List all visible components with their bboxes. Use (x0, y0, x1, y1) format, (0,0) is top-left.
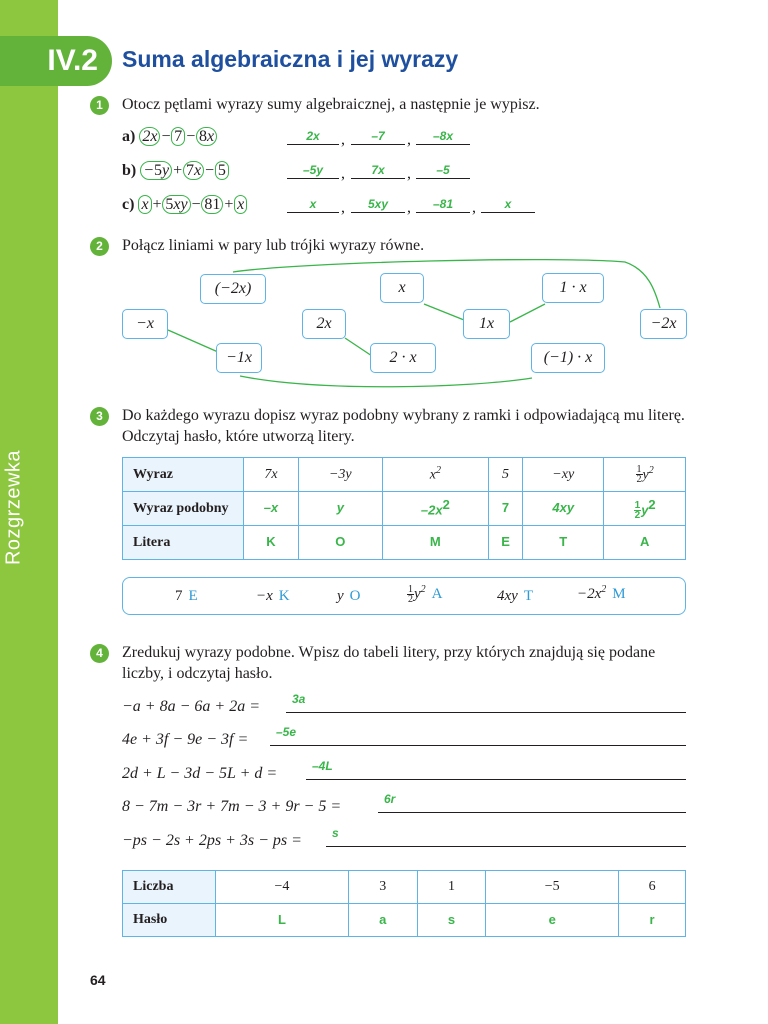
number-cell: 1 (417, 871, 486, 904)
comma: , (341, 165, 345, 182)
term-cell: $x^2$ (382, 458, 488, 492)
answer: 2x (306, 129, 320, 143)
letter-cell[interactable] (604, 526, 686, 560)
ex1-loop: −5y (140, 161, 172, 180)
exercise-3-number: 3 (90, 407, 109, 426)
exercise-1-instruction: Otocz pętlami wyrazy sumy algebraicznej, a następnie je wypisz. (122, 96, 540, 113)
answer: 4xy (552, 500, 575, 515)
term-text: x (429, 467, 436, 483)
ex1-loop: x (138, 195, 151, 214)
similar-cell[interactable]: $-2x^2$ (382, 492, 488, 526)
answer: a (379, 911, 387, 927)
ex3-table (122, 457, 686, 560)
table-row (123, 871, 686, 904)
term-cell: 5 (488, 458, 522, 492)
password-cell[interactable] (619, 904, 686, 937)
bank-item (175, 588, 198, 605)
password-cell[interactable] (348, 904, 417, 937)
bank-letter: T (523, 588, 533, 604)
answer: x (309, 197, 317, 211)
answer: –5e (276, 725, 297, 739)
answer: s (332, 826, 339, 840)
ex2-box[interactable]: (−1) · x (531, 343, 605, 373)
bank-letter: O (349, 588, 361, 604)
password-cell[interactable] (486, 904, 619, 937)
ex2-box[interactable]: 2x (302, 309, 346, 339)
table-row (123, 458, 686, 492)
ex1-loop: x (234, 195, 247, 214)
ex4-equation: 4e + 3f − 9e − 3f = (122, 731, 249, 748)
answer: M (429, 534, 441, 549)
row-label: Litera (123, 526, 244, 560)
term-cell: 7x (244, 458, 299, 492)
exercise-4-number: 4 (90, 644, 109, 663)
page-title: Suma algebraiczna i jej wyrazy (122, 46, 459, 72)
ex1-label-c: c) (122, 196, 135, 213)
connection-line (345, 338, 372, 356)
bank-term: 4xy (497, 588, 518, 604)
bank-item (497, 588, 533, 605)
ex4-equation: 8 − 7m − 3r + 7m − 3 + 9r − 5 = (122, 798, 342, 815)
comma: , (472, 199, 476, 216)
ex4-table (122, 870, 686, 937)
bank-term: −x (256, 588, 273, 604)
ex2-box[interactable]: 1x (463, 309, 510, 339)
comma: , (407, 199, 411, 216)
letter-cell[interactable] (298, 526, 382, 560)
exercise-2-instruction: Połącz liniami w pary lub trójki wyrazy równe. (122, 237, 425, 254)
answer: 3a (292, 692, 306, 706)
exercise-2-number: 2 (90, 237, 109, 256)
ex4-answer-line[interactable] (286, 692, 686, 713)
bank-letter: M (612, 586, 626, 602)
ex4-answer-line[interactable] (326, 826, 686, 847)
bank-item: $\frac{1}{2}$ $y^2$ A (408, 584, 443, 606)
table-row (123, 526, 686, 560)
ex2-connection-lines (0, 0, 768, 400)
bank-term: −2x (577, 586, 602, 602)
bank-letter: E (188, 588, 198, 604)
bank-item: $-2x^2$ M (577, 584, 626, 602)
row-label: Hasło (123, 904, 216, 937)
answer: K (266, 534, 276, 549)
connection-line (424, 304, 464, 320)
ex4-answer-line[interactable] (378, 792, 686, 813)
row-label: Wyraz podobny (123, 492, 244, 526)
ex2-box[interactable]: −2x (640, 309, 687, 339)
exercise-4-instruction: Zredukuj wyrazy podobne. Wpisz do tabeli litery, przy których znajdują się podane liczby, i odczytaj hasło. (122, 644, 656, 682)
letter-cell[interactable] (382, 526, 488, 560)
answer: y (641, 502, 649, 518)
ex2-box[interactable]: 2 · x (370, 343, 436, 373)
answer: e (548, 911, 556, 927)
page-number: 64 (90, 972, 106, 988)
connection-line (510, 304, 545, 322)
number-cell: −4 (216, 871, 349, 904)
bank-item (337, 588, 361, 605)
answer: 6r (384, 792, 396, 806)
answer: 7 (501, 500, 510, 515)
comma: , (341, 199, 345, 216)
answer: –81 (432, 197, 454, 211)
ex2-box[interactable]: −1x (216, 343, 262, 373)
letter-cell[interactable] (488, 526, 522, 560)
fraction-half: $\frac{1}{2}$ (408, 584, 413, 606)
ex1-loop: 5xy (162, 195, 190, 214)
ex1-loop: 7 (171, 127, 185, 146)
section-badge: IV.2 (0, 36, 112, 86)
number-cell: 6 (619, 871, 686, 904)
answer: x (504, 197, 512, 211)
similar-cell[interactable] (488, 492, 522, 526)
number-cell: 3 (348, 871, 417, 904)
number-cell: −5 (486, 871, 619, 904)
ex1-loop: 8x (196, 127, 217, 146)
answer: –5y (302, 163, 324, 177)
bank-term: 7 (175, 588, 183, 604)
answer: –x (263, 500, 279, 515)
answer: –7 (371, 129, 385, 143)
answer: –8x (432, 129, 454, 143)
exercise-3-instruction: Do każdego wyrazu dopisz wyraz podobny wybrany z ramki i odpowiadającą mu literę. Odczytaj hasło, które utworzą litery. (122, 407, 685, 445)
similar-cell[interactable]: $\frac{1}{2}$ $y^2$ (604, 492, 686, 526)
ex4-equation: −ps − 2s + 2ps + 3s − ps = (122, 832, 302, 849)
ex4-equation: 2d + L − 3d − 5L + d = (122, 765, 278, 782)
comma: , (407, 165, 411, 182)
answer: 7x (371, 163, 385, 177)
fraction-half: $\frac{1}{2}$ (634, 500, 641, 522)
answer: –4L (312, 759, 333, 773)
row-label: Wyraz (123, 458, 244, 492)
bank-letter: A (431, 586, 443, 602)
answer: s (447, 911, 456, 927)
answer: E (501, 534, 510, 549)
bank-term: y (414, 586, 421, 602)
ex2-box[interactable]: (−2x) (200, 274, 266, 304)
bank-item (256, 588, 290, 605)
table-row (123, 492, 686, 526)
ex4-equation: −a + 8a − 6a + 2a = (122, 698, 260, 715)
table-row (123, 904, 686, 937)
row-label: Liczba (123, 871, 216, 904)
exercise-1-number: 1 (90, 96, 109, 115)
term-cell: −xy (523, 458, 604, 492)
similar-cell[interactable] (298, 492, 382, 526)
ex1-label-a: a) (122, 128, 136, 145)
ex1-expr-c: c) x + 5xy − 81 + x (122, 196, 247, 214)
ex1-loop: 2x (139, 127, 160, 146)
answer: O (335, 534, 346, 549)
bank-term: y (337, 588, 344, 604)
term-cell: −3y (298, 458, 382, 492)
fraction-half: $\frac{1}{2}$ (636, 464, 642, 486)
password-cell[interactable] (417, 904, 486, 937)
answer: T (559, 534, 568, 549)
similar-cell[interactable] (523, 492, 604, 526)
password-cell[interactable] (216, 904, 349, 937)
answer: r (649, 911, 655, 927)
ex2-box[interactable]: x (380, 273, 424, 303)
ex3-word-bank (122, 577, 686, 615)
ex2-box[interactable]: 1 · x (542, 273, 604, 303)
ex1-loop: 81 (201, 195, 223, 214)
ex1-loop: 7x (183, 161, 204, 180)
ex1-expr-b: b) −5y + 7x − 5 (122, 162, 229, 180)
answer: y (336, 500, 344, 515)
answer: L (277, 911, 286, 927)
ex1-expr-a: a) 2x − 7 − 8x (122, 128, 217, 146)
ex1-label-b: b) (122, 162, 137, 179)
comma: , (407, 131, 411, 148)
letter-cell[interactable] (523, 526, 604, 560)
connection-line (168, 330, 218, 352)
sidebar-label: Rozgrzewka (2, 449, 25, 566)
ex1-loop: 5 (215, 161, 229, 180)
letter-cell[interactable] (244, 526, 299, 560)
ex2-box[interactable]: −x (122, 309, 168, 339)
answer: –2x (420, 502, 443, 518)
ex4-answer-line[interactable] (270, 725, 686, 746)
answer: –5 (436, 163, 450, 177)
answer: A (639, 534, 650, 549)
bank-letter: K (278, 588, 290, 604)
term-cell: $\frac{1}{2}$ $y^2$ (604, 458, 686, 492)
ex4-answer-line[interactable] (306, 759, 686, 780)
comma: , (341, 131, 345, 148)
term-text: y (642, 467, 649, 483)
answer: 5xy (367, 197, 389, 211)
connection-line (240, 376, 532, 387)
similar-cell[interactable] (244, 492, 299, 526)
